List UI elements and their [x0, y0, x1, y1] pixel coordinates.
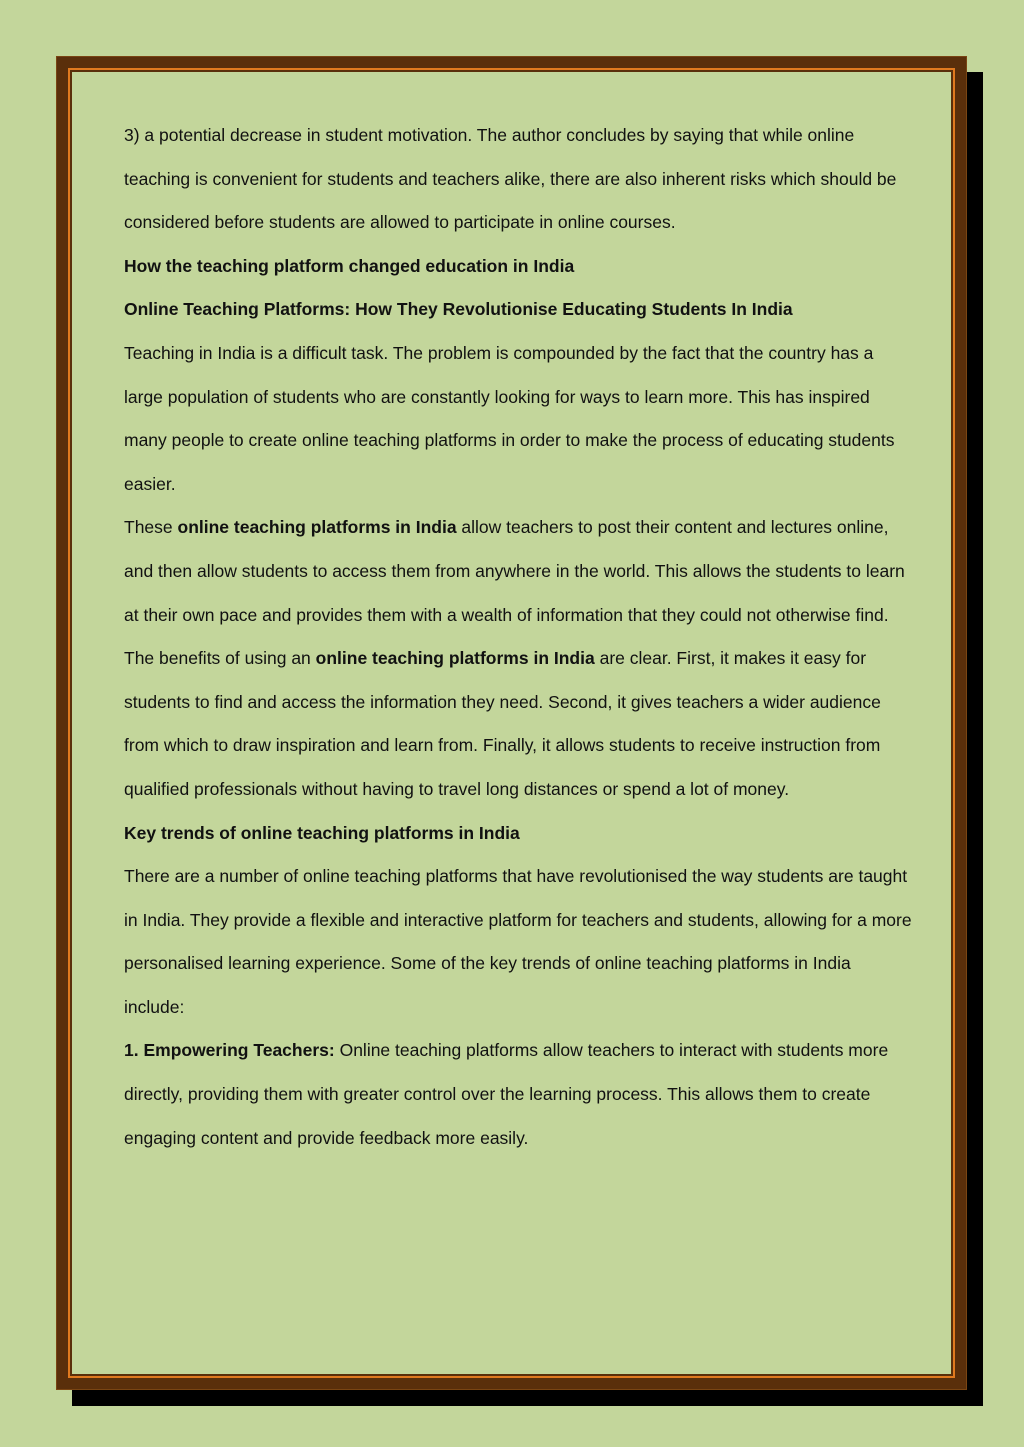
- text-run: The benefits of using an: [124, 648, 316, 669]
- list-item-title: 1. Empowering Teachers:: [124, 1040, 335, 1061]
- paragraph-trends-intro: There are a number of online teaching platforms that have revolutionised the way students are taught in India. They provide a flexible and interactive platform for teachers and students, allowing for a more personalised learning experience. Some of the key trends of online teaching platforms in India include:: [124, 866, 912, 1017]
- bold-link-text: online teaching platforms in India: [315, 648, 595, 669]
- paragraph-benefits: [124, 637, 914, 811]
- bold-link-text: online teaching platforms in India: [177, 517, 457, 538]
- document-body: [124, 114, 914, 1160]
- heading-text: Key trends of online teaching platforms in India: [124, 822, 520, 843]
- heading-education-change: [124, 245, 914, 289]
- heading-online-platforms: [124, 288, 914, 332]
- paragraph-platforms-allow: [124, 506, 914, 637]
- text-run: Online teaching platforms allow teachers to interact with students more directly, providing them with greater control over the learning process. This allows them to create engaging content and provide feedback more easily.: [124, 1040, 889, 1148]
- heading-text: How the teaching platform changed education in India: [124, 255, 575, 276]
- heading-text: Online Teaching Platforms: How They Revolutionise Educating Students In India: [124, 299, 793, 320]
- list-item-empowering-teachers: [124, 1029, 914, 1160]
- text-run: allow teachers to post their content and lectures online, and then allow students to access them from anywhere in the world. This allows the students to learn at their own pace and provides them with a wealth of information that they could not otherwise find.: [124, 517, 905, 625]
- text-run: These: [124, 517, 178, 538]
- heading-key-trends: [124, 812, 914, 856]
- paragraph-continuation: 3) a potential decrease in student motivation. The author concludes by saying that while online teaching is convenient for students and teachers alike, there are also inherent risks which should be considered before students are allowed to participate in online courses.: [124, 125, 897, 233]
- text-run: are clear. First, it makes it easy for students to find and access the information they need. Second, it gives teachers a wider audience from which to draw inspiration and learn from. Finally, it allows students to receive instruction from qualified professionals without having to travel long distances or spend a lot of money.: [124, 648, 881, 799]
- paragraph-teaching-india: Teaching in India is a difficult task. The problem is compounded by the fact that the country has a large population of students who are constantly looking for ways to learn more. This has inspired many people to create online teaching platforms in order to make the process of educating students easier.: [124, 342, 895, 494]
